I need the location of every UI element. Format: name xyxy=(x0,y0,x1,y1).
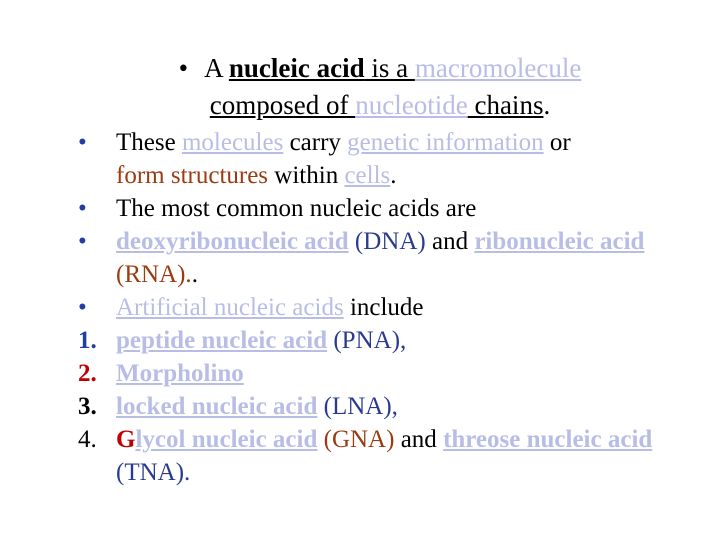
item-text: and xyxy=(394,426,444,453)
nucleotide-link[interactable]: nucleotide xyxy=(355,90,468,120)
lna-abbrev: (LNA), xyxy=(317,393,398,420)
cells-link[interactable]: cells xyxy=(344,162,391,189)
item-text: carry xyxy=(283,129,348,156)
list-item xyxy=(78,192,708,225)
title-bullet: • xyxy=(178,53,189,83)
item-text: The most common nucleic acids are xyxy=(116,195,477,222)
title-text-chains: chains xyxy=(467,90,544,120)
item-text: These xyxy=(116,129,182,156)
artificial-nucleic-acids-link[interactable]: Artificial nucleic acids xyxy=(116,294,344,321)
pna-abbrev: (PNA), xyxy=(327,327,407,354)
ribonucleic-acid-link[interactable]: ribonucleic acid xyxy=(474,228,645,255)
list-item xyxy=(78,225,708,291)
slide-title xyxy=(120,50,640,124)
title-text-composed-of: composed of xyxy=(209,90,356,120)
peptide-nucleic-acid-link[interactable]: peptide nucleic acid xyxy=(116,327,328,354)
molecules-link[interactable]: molecules xyxy=(181,129,284,156)
list-item xyxy=(78,423,708,489)
number-marker: 2. xyxy=(78,360,97,387)
rna-abbrev: (RNA). xyxy=(116,261,192,288)
dna-abbrev: (DNA) xyxy=(348,228,426,255)
item-text: . xyxy=(191,261,198,288)
genetic-information-link[interactable]: genetic information xyxy=(347,129,544,156)
nucleic-acid-term: nucleic acid xyxy=(228,53,365,83)
locked-nucleic-acid-link[interactable]: locked nucleic acid xyxy=(116,393,318,420)
threose-nucleic-acid-link[interactable]: threose nucleic acid xyxy=(443,426,653,453)
number-marker: 3. xyxy=(78,393,97,420)
deoxyribonucleic-acid-link[interactable]: deoxyribonucleic acid xyxy=(116,228,349,255)
form-structures-text: form structures xyxy=(116,162,269,189)
bullet-marker: • xyxy=(78,195,87,222)
title-text-is-a: is a xyxy=(364,53,415,83)
glycol-initial: G xyxy=(116,426,136,453)
bullet-marker: • xyxy=(78,294,87,321)
item-text: and xyxy=(425,228,475,255)
macromolecule-link[interactable]: macromolecule xyxy=(414,53,582,83)
bullet-marker: • xyxy=(78,228,87,255)
glycol-nucleic-acid-link[interactable]: lycol nucleic acid xyxy=(135,426,318,453)
item-text: or xyxy=(543,129,571,156)
list-item xyxy=(78,324,708,357)
list-item xyxy=(78,390,708,423)
number-marker: 1. xyxy=(78,327,97,354)
morpholino-link[interactable]: Morpholino xyxy=(116,360,244,387)
item-text: . xyxy=(390,162,397,189)
number-marker: 4. xyxy=(78,426,97,453)
bullet-list xyxy=(78,126,708,489)
title-text-a: A xyxy=(204,53,229,83)
list-item xyxy=(78,357,708,390)
item-text: within xyxy=(268,162,345,189)
gna-abbrev: (GNA) xyxy=(317,426,395,453)
list-item xyxy=(78,291,708,324)
title-period: . xyxy=(543,90,551,120)
list-item xyxy=(78,126,708,192)
bullet-marker: • xyxy=(78,129,87,156)
tna-abbrev: (TNA). xyxy=(116,459,191,486)
item-text: include xyxy=(343,294,424,321)
